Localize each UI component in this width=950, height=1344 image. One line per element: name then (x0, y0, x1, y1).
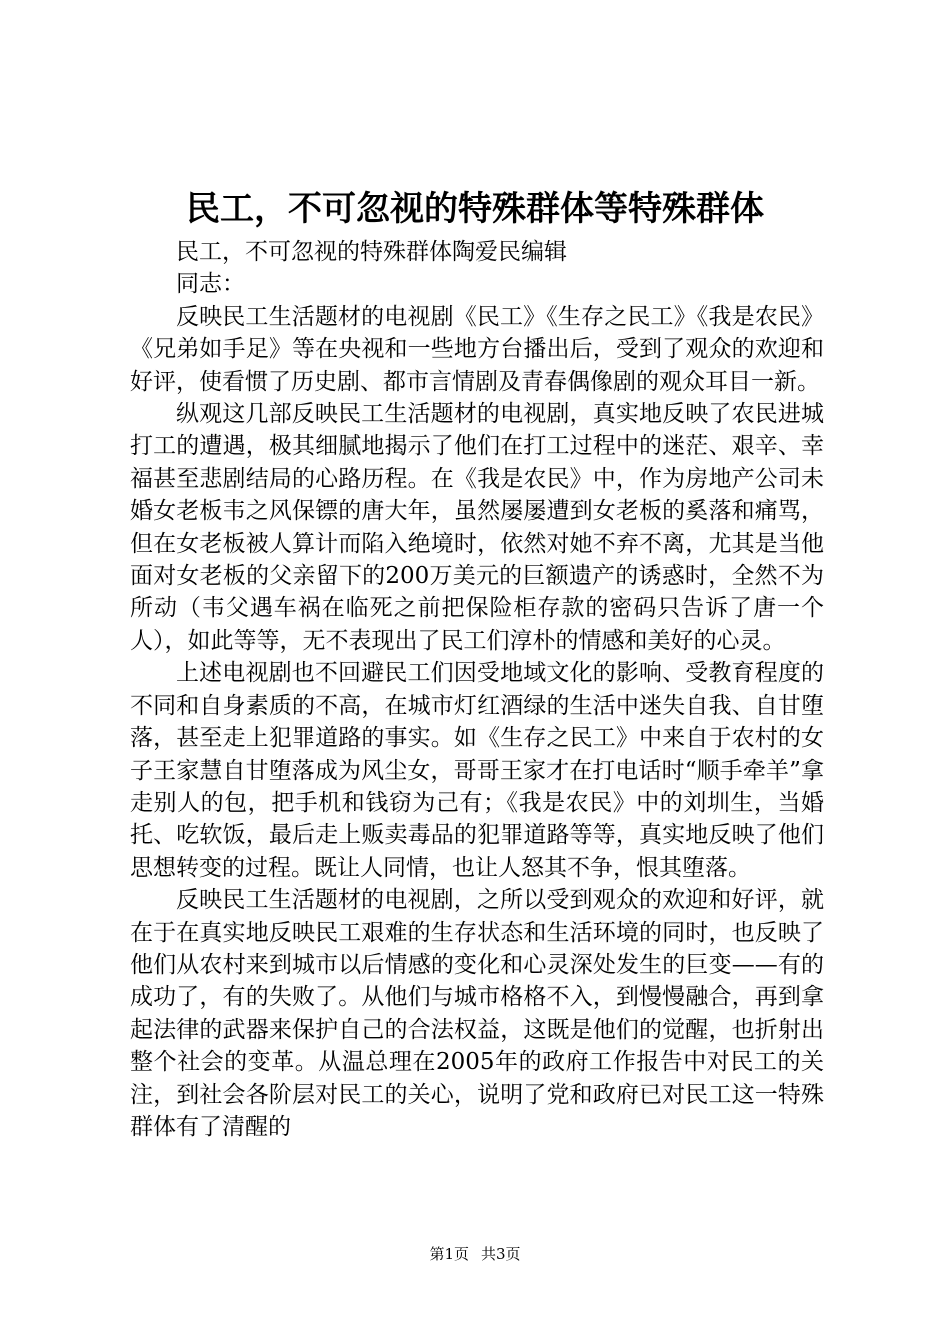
page-total: 共3页 (481, 1245, 521, 1263)
paragraph: 反映民工生活题材的电视剧，之所以受到观众的欢迎和好评，就在于在真实地反映民工艰难的生存状态和生活环境的同时，也反映了他们从农村来到城市以后情感的变化和心灵深处发生的巨变——有的成功了，有的失败了。从他们与城市格格不入，到慢慢融合，再到拿起法律的武器来保护自己的合法权益，这既是他们的觉醒，也折射出整个社会的变革。从温总理在2005年的政府工作报告中对民工的关注，到社会各阶层对民工的关心，说明了党和政府已对民工这一特殊群体有了清醒的 (130, 887, 824, 1140)
page-footer (0, 1244, 950, 1264)
paragraph: 上述电视剧也不回避民工们因受地域文化的影响、受教育程度的不同和自身素质的不高，在城市灯红酒绿的生活中迷失自我、自甘堕落，甚至走上犯罪道路的事实。如《生存之民工》中来自于农村的女子王家慧自甘堕落成为风尘女，哥哥王家才在打电话时“顺手牵羊”拿走别人的包，把手机和钱窃为己有；《我是农民》中的刘圳生，当婚托、吃软饭，最后走上贩卖毒品的犯罪道路等等，真实地反映了他们思想转变的过程。既让人同情，也让人怒其不争，恨其堕落。 (130, 660, 824, 881)
paragraph: 纵观这几部反映民工生活题材的电视剧，真实地反映了农民进城打工的遭遇，极其细腻地揭示了他们在打工过程中的迷茫、艰辛、幸福甚至悲剧结局的心路历程。在《我是农民》中，作为房地产公司未婚女老板韦之风保镖的唐大年，虽然屡屡遭到女老板的奚落和痛骂，但在女老板被人算计而陷入绝境时，依然对她不弃不离，尤其是当他面对女老板的父亲留下的200万美元的巨额遗产的诱惑时，全然不为所动（韦父遇车祸在临死之前把保险柜存款的密码只告诉了唐一个人），如此等等，无不表现出了民工们淳朴的情感和美好的心灵。 (130, 401, 824, 654)
paragraph: 反映民工生活题材的电视剧《民工》《生存之民工》《我是农民》《兄弟如手足》等在央视和一些地方台播出后，受到了观众的欢迎和好评，使看惯了历史剧、都市言情剧及青春偶像剧的观众耳目一新。 (130, 303, 824, 395)
paragraph-subtitle: 民工，不可忽视的特殊群体陶爱民编辑 (176, 239, 567, 265)
paragraph-salutation: 同志： (176, 271, 245, 298)
document-title: 民工，不可忽视的特殊群体等特殊群体 (186, 189, 764, 229)
document-body (130, 236, 824, 1143)
page-number: 第1页 (429, 1245, 469, 1263)
